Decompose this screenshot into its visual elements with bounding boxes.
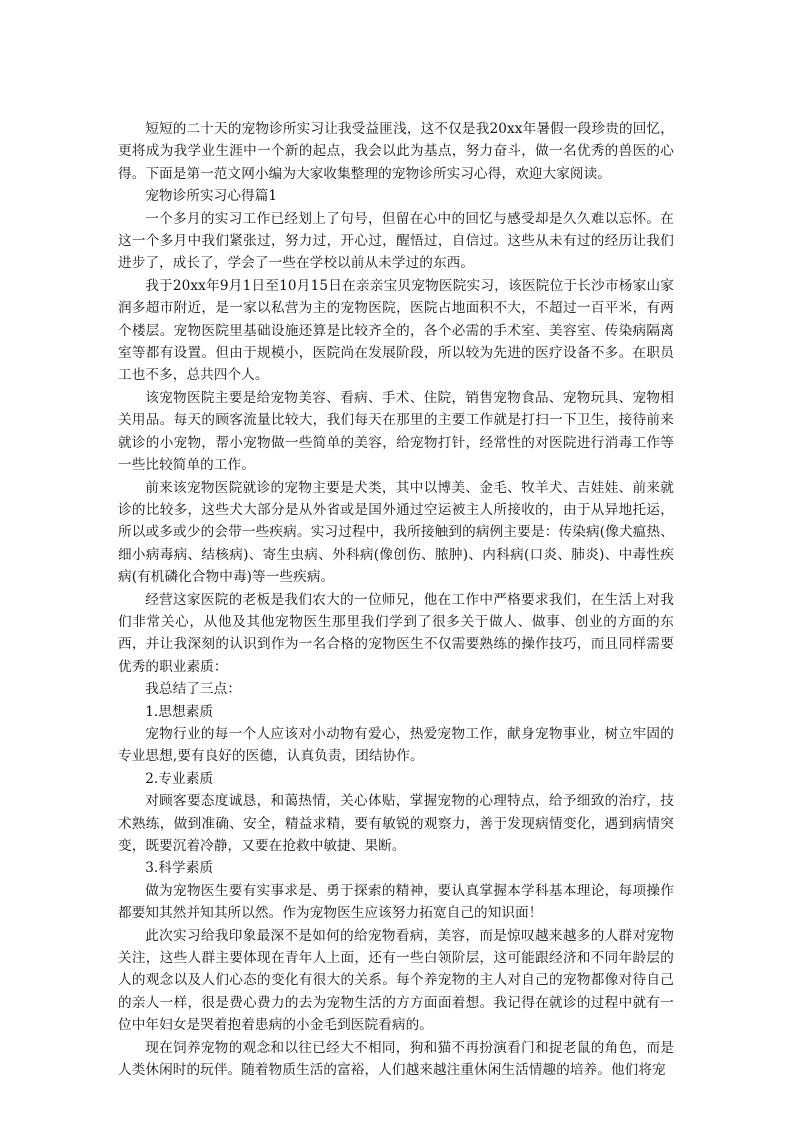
- paragraph: 前来该宠物医院就诊的宠物主要是犬类，其中以博美、金毛、牧羊犬、吉娃娃、前来就诊的比较多，这些犬大部分是从外省或是国外通过空运被主人所接收的，由于从异地托运，所以或多或少的会带一些疾病。实习过程中，我所接触到的病例主要是：传染病(像犬瘟热、细小病毒病、结核病)、寄生虫病、外科病(像创伤、脓肿)、内科病(口炎、肺炎)、中毒性疾病(有机磷化合物中毒)等一些疾病。: [118, 479, 674, 586]
- paragraph: 我于20xx年9月1日至10月15日在亲亲宝贝宠物医院实习，该医院位于长沙市杨家山家润多超市附近，是一家以私营为主的宠物医院，医院占地面积不大，不超过一百平米，有两个楼层。宠物医院里基础设施还算是比较齐全的，各个必需的手术室、美容室、传染病隔离室等都有设置。但由于规模小，医院尚在发展阶段，所以较为先进的医疗设备不多。在职员工也不多，总共四个人。: [118, 277, 674, 384]
- paragraph: 该宠物医院主要是给宠物美容、看病、手术、住院，销售宠物食品、宠物玩具、宠物相关用品。每天的顾客流量比较大，我们每天在那里的主要工作就是打扫一下卫生，接待前来就诊的小宠物，帮小宠物做一些简单的美容，给宠物打针，经常性的对医院进行消毒工作等一些比较简单的工作。: [118, 389, 674, 474]
- subheading-scientific: 3.科学素质: [145, 860, 214, 877]
- document-body: [118, 118, 674, 1081]
- paragraph: 我总结了三点：: [145, 681, 242, 698]
- section-heading: 宠物诊所实习心得篇1: [145, 188, 278, 205]
- paragraph: 经营这家医院的老板是我们农大的一位师兄，他在工作中严格要求我们，在生活上对我们非常关心，从他及其他宠物医生那里我们学到了很多关于做人、做事、创业的方面的东西，并让我深刻的认识到作为一名合格的宠物医生不仅需要熟练的操作技巧，而且同样需要优秀的职业素质：: [118, 591, 674, 675]
- paragraph: 现在饲养宠物的观念和以往已经大不相同，狗和猫不再扮演看门和捉老鼠的角色，而是人类休闲时的玩伴。随着物质生活的富裕，人们越来越注重休闲生活情趣的培养。他们将宠: [118, 1039, 674, 1079]
- intro-paragraph: 短短的二十天的宠物诊所实习让我受益匪浅，这不仅是我20xx年暑假一段珍贵的回忆，更将成为我学业生涯中一个新的起点，我会以此为基点，努力奋斗，做一名优秀的兽医的心得。下面是第一范文网小编为大家收集整理的宠物诊所实习心得，欢迎大家阅读。: [118, 121, 674, 182]
- paragraph: 做为宠物医生要有实事求是、勇于探索的精神，要认真掌握本学科基本理论，每项操作都要知其然并知其所以然。作为宠物医生应该努力拓宽自己的知识面！: [118, 882, 674, 922]
- paragraph: 一个多月的实习工作已经划上了句号，但留在心中的回忆与感受却是久久难以忘怀。在这一个多月中我们紧张过，努力过，开心过，醒悟过，自信过。这些从未有过的经历让我们进步了，成长了，学会了一些在学校以前从未学过的东西。: [118, 210, 674, 272]
- paragraph: 宠物行业的每一个人应该对小动物有爱心，热爱宠物工作，献身宠物事业，树立牢固的专业思想,要有良好的医德，认真负责，团结协作。: [118, 725, 674, 765]
- paragraph: 此次实习给我印象最深不是如何的给宠物看病，美容，而是惊叹越来越多的人群对宠物关注，这些人群主要体现在青年人上面，还有一些白领阶层，这可能跟经济和不同年龄层的人的观念以及人们心态的变化有很大的关系。每个养宠物的主人对自己的宠物都像对待自己的亲人一样，很是费心费力的去为宠物生活的方方面面着想。我记得在就诊的过程中就有一位中年妇女是哭着抱着患病的小金毛到医院看病的。: [118, 927, 674, 1034]
- subheading-ideology: 1.思想素质: [145, 703, 214, 720]
- subheading-professional: 2.专业素质: [145, 770, 214, 787]
- paragraph: 对顾客要态度诚恳，和蔼热情，关心体贴，掌握宠物的心理特点，给予细致的治疗，技术熟练，做到准确、安全，精益求精，要有敏锐的观察力，善于发现病情变化，遇到病情突变，既要沉着冷静，又要在抢救中敏捷、果断。: [118, 793, 674, 854]
